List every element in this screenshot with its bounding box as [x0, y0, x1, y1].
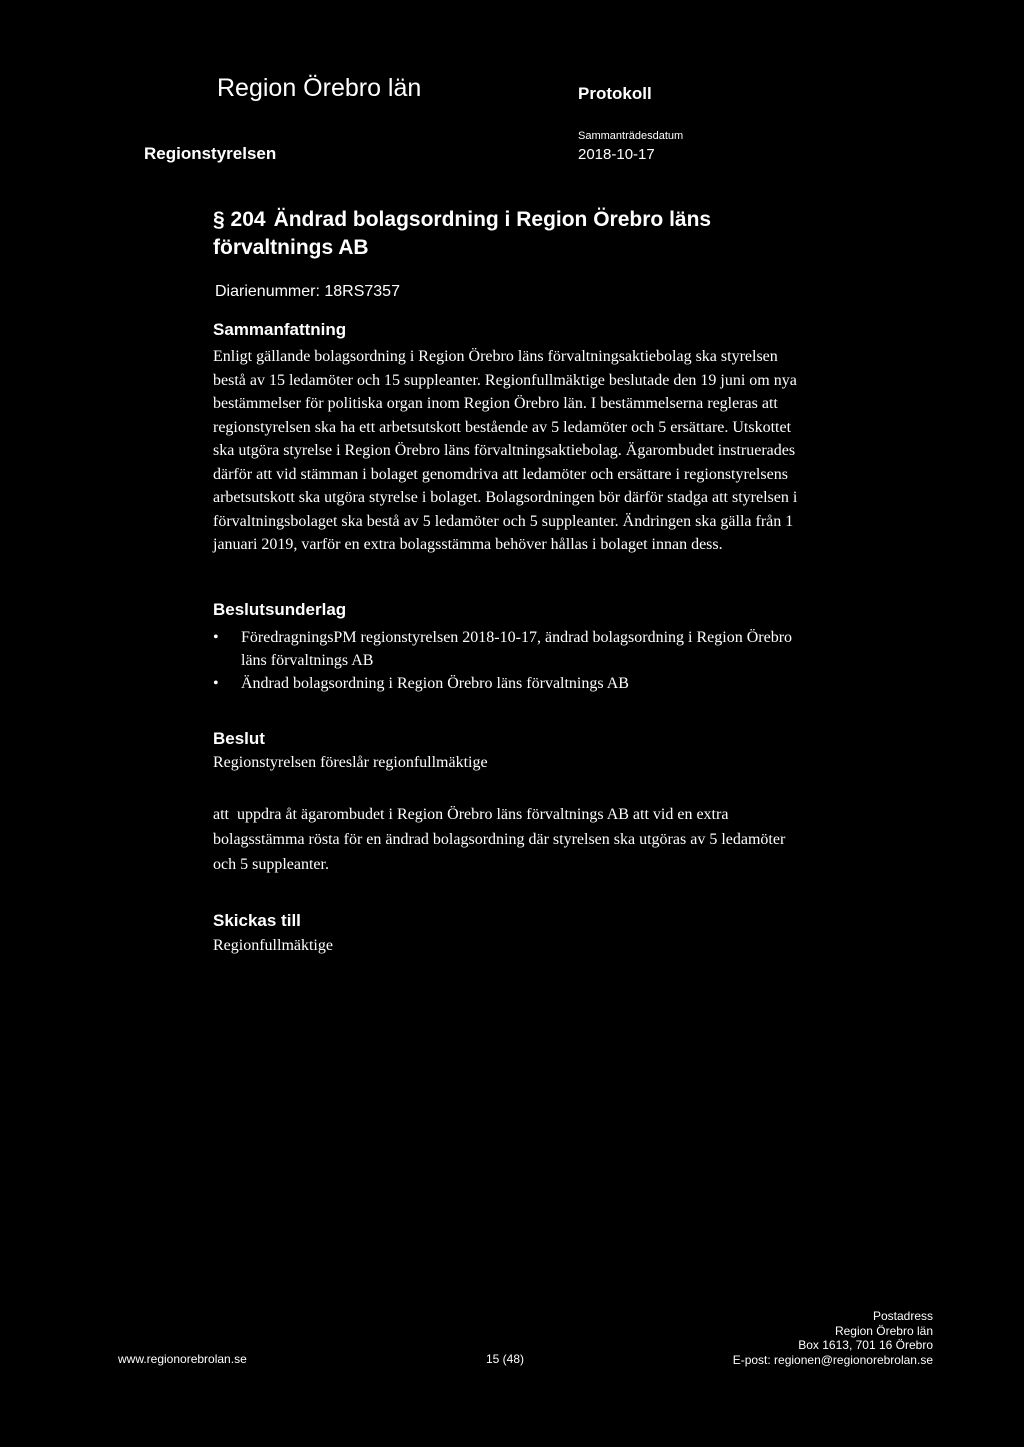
summary-line: ska utgöra styrelse i Region Örebro läns förvaltningsaktiebolag. Ägarombudet instruerades: [213, 442, 796, 459]
footer-email[interactable]: E-post: regionen@regionorebrolan.se: [732, 1352, 933, 1367]
bullet-icon: •: [213, 675, 219, 692]
decision-line: [213, 802, 785, 827]
address-organization: Region Örebro län: [834, 1323, 933, 1338]
list-item: [213, 672, 792, 695]
decision-proposer: Regionstyrelsen föreslår regionfullmäktige: [213, 754, 488, 771]
address-label: Postadress: [872, 1309, 933, 1323]
decision-line: bolagsstämma rösta för en ändrad bolagsordning där styrelsen ska utgöras av 5 ledamöter: [213, 831, 786, 848]
summary-line: Enligt gällande bolagsordning i Region Örebro läns förvaltningsaktiebolag ska styrelsen: [213, 348, 778, 365]
document-type: Protokoll: [578, 84, 652, 103]
list-item: [213, 626, 792, 672]
decision-heading: Beslut: [213, 729, 265, 748]
meeting-date-label: Sammanträdesdatum: [578, 130, 684, 142]
footer-website-link[interactable]: www.regionorebrolan.se: [118, 1352, 247, 1366]
address-box: Box 1613, 701 16 Örebro: [798, 1338, 933, 1352]
paragraph-number: § 204: [213, 208, 266, 231]
summary-line: januari 2019, varför en extra bolagsstämma behöver hållas i bolaget innan dess.: [213, 536, 723, 553]
page-number: 15 (48): [486, 1352, 525, 1366]
summary-text: [213, 345, 797, 557]
basis-list: [213, 626, 792, 695]
summary-line: arbetsutskott ska utgöra styrelse i bolaget. Bolagsordningen bör därför stadga att styrelsen i: [213, 489, 798, 506]
list-item-text: Ändrad bolagsordning i Region Örebro läns förvaltnings AB: [241, 675, 629, 692]
summary-line: bestå av 15 ledamöter och 15 suppleanter. Regionfullmäktige beslutade den 19 juni om nya: [213, 371, 797, 389]
summary-line: därför att vid stämman i bolaget genomdriva att ledamöter och ersättare i regionstyrelsens: [213, 465, 788, 483]
summary-line: bestämmelser för politiska organ inom Region Örebro län. I bestämmelserna regleras att: [213, 395, 778, 412]
basis-heading: Beslutsunderlag: [213, 600, 347, 619]
list-item-text: FöredragningsPM regionstyrelsen 2018-10-17, ändrad bolagsordning i Region Örebro: [241, 629, 793, 646]
send-to-heading: Skickas till: [213, 911, 301, 930]
summary-line: förvaltningsbolaget ska bestå av 5 ledamöter och 5 suppleanter. Ändringen ska gälla från 1: [213, 512, 794, 530]
decision-line-text: uppdra åt ägarombudet i Region Örebro läns förvaltnings AB att vid en extra: [237, 806, 729, 823]
att-keyword: att: [213, 806, 229, 823]
diary-number: Diarienummer: 18RS7357: [215, 283, 400, 300]
send-to-recipient: Regionfullmäktige: [213, 937, 333, 954]
decision-line: och 5 suppleanter.: [213, 856, 329, 873]
paragraph-title: [213, 206, 813, 262]
bullet-icon: •: [213, 629, 219, 646]
committee-name: Regionstyrelsen: [144, 144, 277, 163]
meeting-date: 2018-10-17: [578, 146, 655, 163]
footer-address: [733, 1309, 933, 1367]
summary-line: regionstyrelsen ska ha ett arbetsutskott bestående av 5 ledamöter och 5 ersättare. Utskottet: [213, 418, 792, 436]
decision-text: [213, 802, 785, 877]
summary-heading: Sammanfattning: [213, 320, 347, 339]
list-item-text: läns förvaltnings AB: [241, 652, 374, 669]
paragraph-title-text: Ändrad bolagsordning i Region Örebro läns förvaltnings AB: [213, 208, 712, 259]
organization-name: Region Örebro län: [217, 74, 422, 102]
